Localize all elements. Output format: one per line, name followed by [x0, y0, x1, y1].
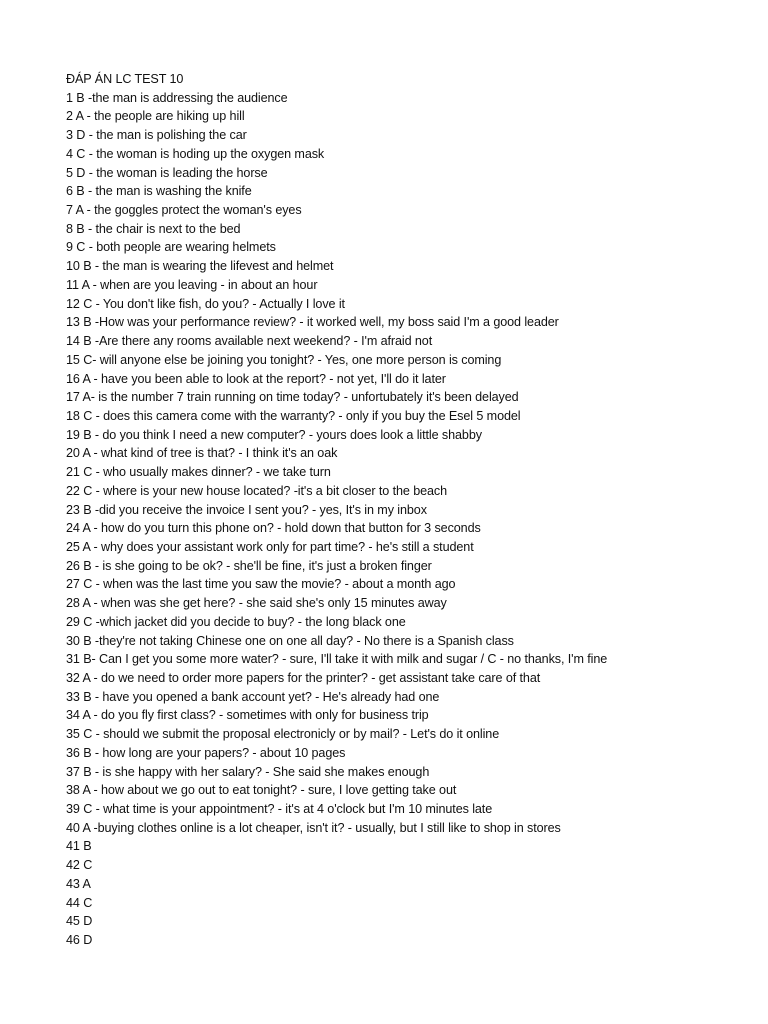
answer-line-14: 14 B -Are there any rooms available next weekend? - I'm afraid not — [66, 334, 433, 349]
answer-line-40: 40 A -buying clothes online is a lot cheaper, isn't it? - usually, but I still like to shop in stores — [66, 820, 561, 835]
answer-line-1: 1 B -the man is addressing the audience — [66, 90, 288, 105]
answer-line-35: 35 C - should we submit the proposal electronicly or by mail? - Let's do it online — [66, 727, 500, 742]
document-title: ĐÁP ÁN LC TEST 10 — [66, 72, 184, 86]
answer-line-13: 13 B -How was your performance review? - it worked well, my boss said I'm a good leader — [66, 315, 559, 330]
answer-line-12: 12 C - You don't like fish, do you? - Actually I love it — [66, 296, 345, 311]
answer-line-26: 26 B - is she going to be ok? - she'll be fine, it's just a broken finger — [66, 558, 432, 573]
answer-key-text — [66, 70, 756, 950]
answer-line-27: 27 C - when was the last time you saw the movie? - about a month ago — [66, 577, 456, 592]
answer-line-46: 46 D — [66, 933, 93, 948]
answer-line-11: 11 A - when are you leaving - in about an hour — [66, 277, 318, 292]
answer-line-41: 41 B — [66, 839, 92, 854]
answer-line-7: 7 A - the goggles protect the woman's eyes — [66, 203, 302, 218]
answer-line-6: 6 B - the man is washing the knife — [66, 184, 252, 199]
answer-line-32: 32 A - do we need to order more papers for the printer? - get assistant take care of that — [66, 671, 541, 685]
answer-line-45: 45 D — [66, 914, 93, 929]
answer-line-39: 39 C - what time is your appointment? - it's at 4 o'clock but I'm 10 minutes late — [66, 802, 493, 817]
answer-line-44: 44 C — [66, 895, 93, 910]
answer-line-33: 33 B - have you opened a bank account yet? - He's already had one — [66, 689, 440, 704]
answer-line-29: 29 C -which jacket did you decide to buy? - the long black one — [66, 614, 406, 629]
answer-line-10: 10 B - the man is wearing the lifevest and helmet — [66, 259, 334, 274]
answer-line-22: 22 C - where is your new house located? -it's a bit closer to the beach — [66, 483, 448, 498]
answer-line-30: 30 B -they're not taking Chinese one on one all day? - No there is a Spanish class — [66, 633, 514, 648]
answer-line-18: 18 C - does this camera come with the warranty? - only if you buy the Esel 5 model — [66, 408, 521, 423]
answer-line-36: 36 B - how long are your papers? - about 10 pages — [66, 745, 346, 760]
answer-line-37: 37 B - is she happy with her salary? - She said she makes enough — [66, 764, 430, 779]
answer-line-42: 42 C — [66, 858, 93, 873]
answer-line-4: 4 C - the woman is hoding up the oxygen mask — [66, 146, 325, 161]
answer-line-20: 20 A - what kind of tree is that? - I think it's an oak — [66, 446, 338, 461]
answer-line-16: 16 A - have you been able to look at the report? - not yet, I'll do it later — [66, 371, 446, 386]
answer-line-25: 25 A - why does your assistant work only for part time? - he's still a student — [66, 539, 474, 554]
answer-line-5: 5 D - the woman is leading the horse — [66, 165, 268, 180]
answer-line-23: 23 B -did you receive the invoice I sent you? - yes, It's in my inbox — [66, 502, 427, 517]
answer-line-15: 15 C- will anyone else be joining you tonight? - Yes, one more person is coming — [66, 352, 502, 367]
answer-line-2: 2 A - the people are hiking up hill — [66, 109, 245, 124]
answer-line-19: 19 B - do you think I need a new computer? - yours does look a little shabby — [66, 427, 482, 442]
answer-line-8: 8 B - the chair is next to the bed — [66, 221, 241, 236]
answer-line-3: 3 D - the man is polishing the car — [66, 128, 247, 143]
answer-line-17: 17 A- is the number 7 train running on time today? - unfortubately it's been delayed — [66, 390, 519, 405]
answer-line-9: 9 C - both people are wearing helmets — [66, 240, 276, 255]
answer-line-24: 24 A - how do you turn this phone on? - hold down that button for 3 seconds — [66, 521, 481, 536]
answer-line-21: 21 C - who usually makes dinner? - we take turn — [66, 465, 331, 480]
answer-line-28: 28 A - when was she get here? - she said she's only 15 minutes away — [66, 596, 447, 611]
answer-line-31: 31 B- Can I get you some more water? - sure, I'll take it with milk and sugar / C - no thanks, I'm fine — [66, 652, 608, 667]
answer-line-38: 38 A - how about we go out to eat tonight? - sure, I love getting take out — [66, 783, 457, 798]
answer-line-43: 43 A — [66, 876, 91, 891]
answer-line-34: 34 A - do you fly first class? - sometimes with only for business trip — [66, 708, 429, 723]
